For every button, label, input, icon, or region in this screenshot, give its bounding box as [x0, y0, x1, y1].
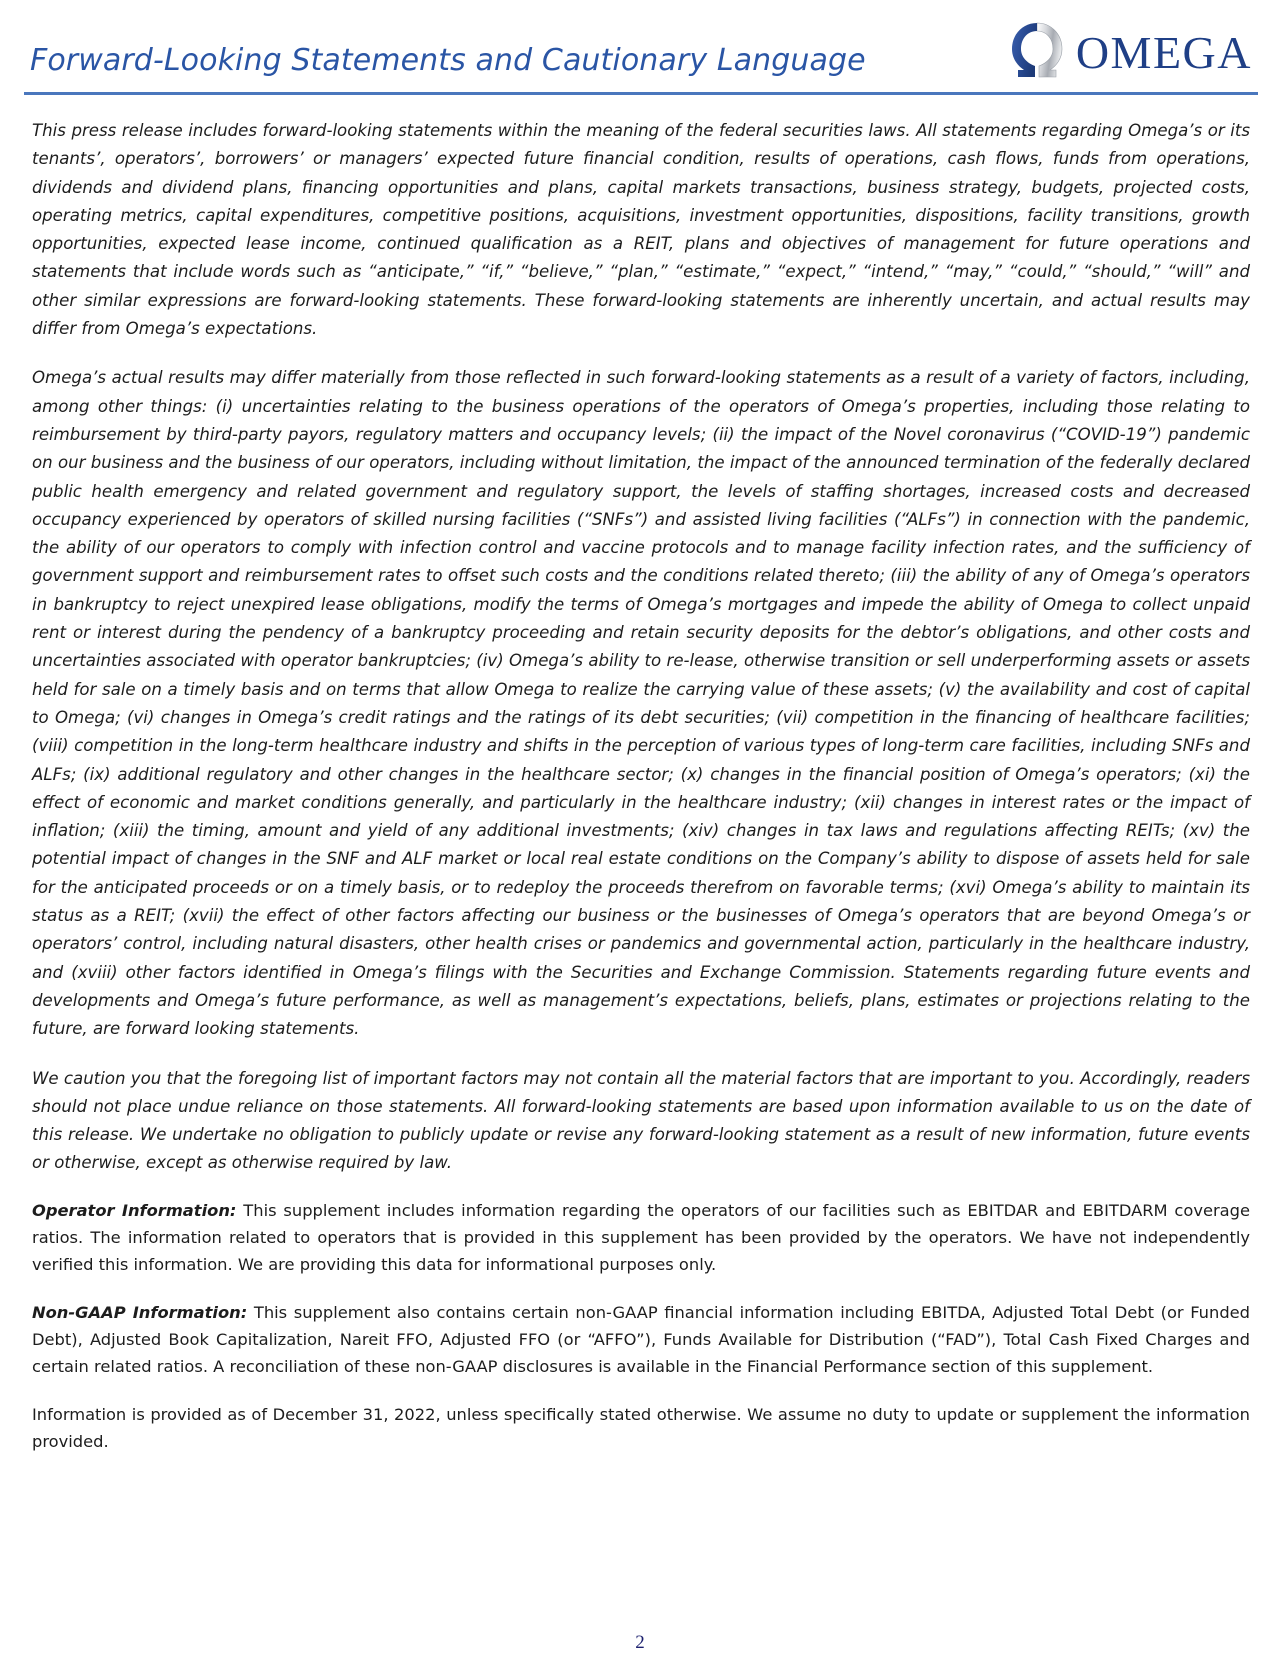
omega-symbol-icon — [1006, 21, 1068, 84]
forward-looking-paragraph-2: Omega’s actual results may differ materially from those reflected in such forward-looking statements as a result of a variety of factors, including, among other things: (i) uncertainties relating to the business operations of the operators of Omega’s properties, including those relating to reimbursement by third-party payors, regulatory matters and occupancy levels; (ii) the impact of the Novel coronavirus (“COVID-19”) pandemic on our business and the business of our operators, including without limitation, the impact of the announced termination of the federally declared public health emergency and related government and regulatory support, the levels of staffing shortages, increased costs and decreased occupancy experienced by operators of skilled nursing facilities (“SNFs”) and assisted living facilities (“ALFs”) in connection with the pandemic, the ability of our operators to comply with infection control and vaccine protocols and to manage facility infection rates, and the sufficiency of government support and reimbursement rates to offset such costs and the conditions related thereto; (iii) the ability of any of Omega’s operators in bankruptcy to reject unexpired lease obligations, modify the terms of Omega’s mortgages and impede the ability of Omega to collect unpaid rent or interest during the pendency of a bankruptcy proceeding and retain security deposits for the debtor’s obligations, and other costs and uncertainties associated with operator bankruptcies; (iv) Omega’s ability to re-lease, otherwise transition or sell underperforming assets or assets held for sale on a timely basis and on terms that allow Omega to realize the carrying value of these assets; (v) the availability and cost of capital to Omega; (vi) changes in Omega’s credit ratings and the ratings of its debt securities; (vii) competition in the financing of healthcare facilities; (viii) competition in the long-term healthcare industry and shifts in the perception of various types of long-term care facilities, including SNFs and ALFs; (ix) additional regulatory and other changes in the healthcare sector; (x) changes in the financial position of Omega’s operators; (xi) the effect of economic and market conditions generally, and particularly in the healthcare industry; (xii) changes in interest rates or the impact of inflation; (xiii) the timing, amount and yield of any additional investments; (xiv) changes in tax laws and regulations affecting REITs; (xv) the potential impact of changes in the SNF and ALF market or local real estate conditions on the Company’s ability to dispose of assets held for sale for the anticipated proceeds or on a timely basis, or to redeploy the proceeds therefrom on favorable terms; (xvi) Omega’s ability to maintain its status as a REIT; (xvii) the effect of other factors affecting our business or the businesses of Omega’s operators that are beyond Omega’s or operators’ control, including natural disasters, other health crises or pandemics and governmental action, particularly in the healthcare industry, and (xviii) other factors identified in Omega’s filings with the Securities and Exchange Commission. Statements regarding future events and developments and Omega’s future performance, as well as management’s expectations, beliefs, plans, estimates or projections relating to the future, are forward looking statements. — [32, 368, 1250, 1039]
as-of-date-paragraph: Information is provided as of December 31, 2022, unless specifically stated otherwise. We assume no duty to update or supplement the information provided. — [32, 1404, 1250, 1451]
forward-looking-paragraph-3: We caution you that the foregoing list of important factors may not contain all the material factors that are important to you. Accordingly, readers should not place undue reliance on those statements. All forward-looking statements are based upon information available to us on the date of this release. We undertake no obligation to publicly update or revise any forward-looking statement as a result of new information, future events or otherwise, except as otherwise required by law. — [32, 1068, 1250, 1173]
document-body — [0, 95, 1280, 1455]
non-gaap-information-text: This supplement also contains certain non-GAAP financial information including EBITDA, Adjusted Total Debt (or Funded Debt), Adjusted Book Capitalization, Nareit FFO, Adjusted FFO (or “AFFO”), Funds Available for Distribution (“FAD”), Total Cash Fixed Charges and certain related ratios. A reconciliation of these non-GAAP disclosures is available in the Financial Performance section of this supplement. — [32, 1302, 1251, 1376]
page-number: 2 — [635, 1632, 645, 1653]
operator-information-label: Operator Information: — [32, 1200, 237, 1220]
page-header — [0, 0, 1280, 92]
operator-information-text: This supplement includes information regarding the operators of our facilities such as EBITDAR and EBITDARM coverage ratios. The information related to operators that is provided in this supplement has been provided by the operators. We have not independently verified this information. We are providing this data for informational purposes only. — [32, 1200, 1250, 1274]
omega-wordmark: OMEGA — [1075, 26, 1252, 78]
forward-looking-paragraph-1: This press release includes forward-looking statements within the meaning of the federal securities laws. All statements regarding Omega’s or its tenants’, operators’, borrowers’ or managers’ expected future financial condition, results of operations, cash flows, funds from operations, dividends and dividend plans, financing opportunities and plans, capital markets transactions, business strategy, budgets, projected costs, operating metrics, capital expenditures, competitive positions, acquisitions, investment opportunities, dispositions, facility transitions, growth opportunities, expected lease income, continued qualification as a REIT, plans and objectives of management for future operations and statements that include words such as “anticipate,” “if,” “believe,” “plan,” “estimate,” “expect,” “intend,” “may,” “could,” “should,” “will” and other similar expressions are forward-looking statements. These forward-looking statements are inherently uncertain, and actual results may differ from Omega’s expectations. — [32, 121, 1250, 339]
page-footer — [0, 1632, 1280, 1654]
non-gaap-information-label: Non-GAAP Information: — [32, 1302, 248, 1322]
omega-logo — [1006, 21, 1252, 92]
page-title: Forward-Looking Statements and Cautionary Language — [30, 43, 866, 78]
operator-information-paragraph — [32, 1197, 1250, 1278]
non-gaap-information-paragraph — [32, 1299, 1250, 1380]
